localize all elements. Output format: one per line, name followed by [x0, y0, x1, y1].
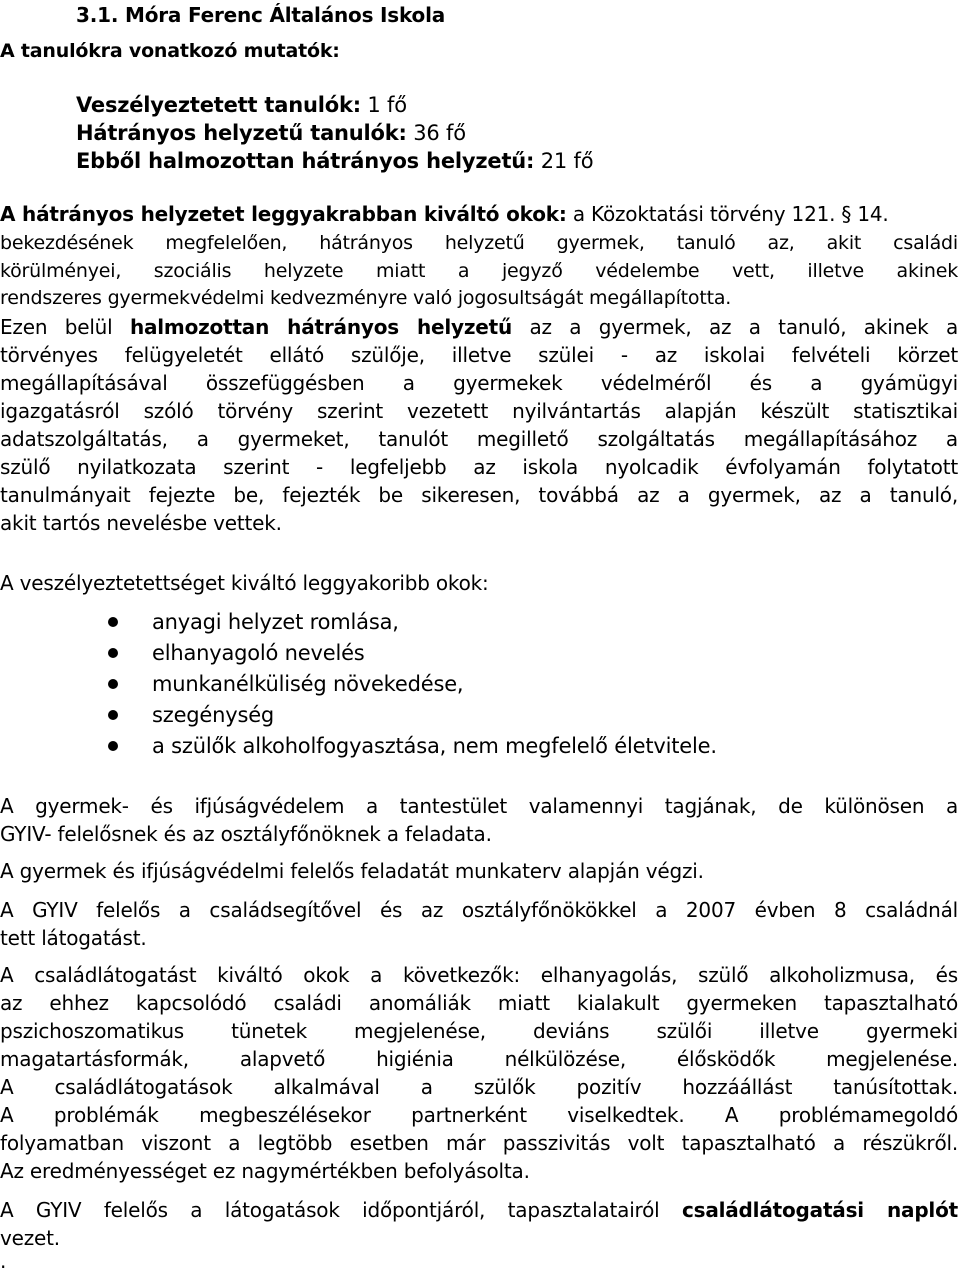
plan-paragraph: A gyermek és ifjúságvédelmi felelős feladatát munkaterv alapján végzi. — [0, 859, 704, 883]
reasons-line-1: A családlátogatást kiváltó okok a következők: elhanyagolás, szülő alkoholizmusa, és — [0, 963, 958, 987]
reasons-line-6: A problémák megbeszélésekor partnerként viselkedtek. A problémamegoldó — [0, 1103, 958, 1127]
causes-line5-post: az a gyermek, az a tanuló, akinek a — [512, 315, 959, 339]
causes-line-6: törvényes felügyeletét ellátó szülője, illetve szülei - az iskolai felvételi körzet — [0, 343, 958, 367]
log-line-1 — [0, 1197, 958, 1223]
visits-line-2: tett látogatást. — [0, 926, 147, 950]
risk-item: anyagi helyzet romlása, — [152, 610, 399, 634]
visits-line-1: A GYIV felelős a családsegítővel és az osztályfőnökökkel a 2007 évben 8 családnál — [0, 898, 958, 922]
reasons-line-5: A családlátogatások alkalmával a szülők pozitív hozzáállást tanúsítottak. — [0, 1075, 958, 1099]
reasons-line-3: pszichoszomatikus tünetek megjelenése, deviáns szülői illetve gyermeki — [0, 1019, 958, 1043]
indicator-at-risk — [76, 92, 960, 118]
causes-line-4: rendszeres gyermekvédelmi kedvezményre való jogosultságát megállapította. — [0, 287, 732, 309]
causes-line-7: megállapításával összefüggésben a gyermekek védelméről és a gyámügyi — [0, 371, 958, 395]
indicators-title: A tanulókra vonatkozó mutatók: — [0, 40, 340, 62]
causes-line-5 — [0, 314, 958, 340]
indicator-multiply-disadvantaged — [76, 148, 960, 174]
log-line1-pre: A GYIV felelős a látogatások időpontjáról, tapasztalatairól — [0, 1198, 682, 1222]
risk-intro: A veszélyeztetettséget kiváltó leggyakoribb okok: — [0, 571, 489, 595]
reasons-line-7: folyamatban viszont a legtöbb esetben már passzivitás volt tapasztalható a részükről. — [0, 1131, 958, 1155]
bullet-icon — [108, 679, 118, 689]
risk-item: elhanyagoló nevelés — [152, 641, 365, 665]
indicator-label: Hátrányos helyzetű tanulók: — [76, 121, 407, 145]
bullet-icon — [108, 617, 118, 627]
indicator-value: 36 fő — [406, 121, 466, 145]
log-line1-bold: családlátogatási naplót — [681, 1198, 958, 1222]
reasons-line-8: Az eredményességet ez nagymértékben befolyásolta. — [0, 1159, 530, 1183]
reasons-line-2: az ehhez kapcsolódó családi anomáliák miatt kialakult gyermeken tapasztalható — [0, 991, 958, 1015]
indicator-label: Ebből halmozottan hátrányos helyzetű: — [76, 149, 535, 173]
causes-line-11: tanulmányait fejezte be, fejezték be sikeresen, továbbá az a gyermek, az a tanuló, — [0, 483, 958, 507]
causes-line-10: szülő nyilatkozata szerint - legfeljebb az iskola nyolcadik évfolyamán folytatott — [0, 455, 958, 479]
bullet-icon — [108, 710, 118, 720]
causes-line5-pre: Ezen belül — [0, 315, 130, 339]
indicator-value: 1 fő — [360, 93, 407, 117]
bullet-icon — [108, 741, 118, 751]
causes-line-8: igazgatásról szóló törvény szerint vezetett nyilvántartás alapján készült statisztikai — [0, 399, 958, 423]
indicator-disadvantaged — [76, 120, 960, 146]
task-line-1: A gyermek- és ifjúságvédelem a tantestület valamennyi tagjának, de különösen a — [0, 794, 958, 818]
bullet-icon — [108, 648, 118, 658]
causes-line-2: bekezdésének megfelelően, hátrányos helyzetű gyermek, tanuló az, akit családi — [0, 232, 958, 254]
indicator-label: Veszélyeztetett tanulók: — [76, 93, 361, 117]
reasons-line-4: magatartásformák, alapvető higiénia nélkülözése, élősködők megjelenése. — [0, 1047, 958, 1071]
log-line-2: vezet. — [0, 1226, 60, 1250]
section-heading: 3.1. Móra Ferenc Általános Iskola — [76, 3, 446, 27]
risk-item: szegénység — [152, 703, 275, 727]
causes-line-3: körülményei, szociális helyzete miatt a jegyző védelembe vett, illetve akinek — [0, 260, 958, 282]
risk-item: a szülők alkoholfogyasztása, nem megfelelő életvitele. — [152, 734, 717, 758]
trailing-dot: . — [0, 1249, 7, 1273]
indicator-value: 21 fő — [534, 149, 594, 173]
task-line-2: GYIV- felelősnek és az osztályfőnöknek a feladata. — [0, 822, 492, 846]
causes-line5-bold: halmozottan hátrányos helyzetű — [129, 315, 513, 339]
causes-bold: A hátrányos helyzetet leggyakrabban kiváltó okok: — [0, 202, 567, 226]
causes-rest: a Közoktatási törvény 121. § 14. — [566, 202, 889, 226]
causes-line-12: akit tartós nevelésbe vettek. — [0, 511, 282, 535]
causes-line-1 — [0, 201, 958, 227]
risk-item: munkanélküliség növekedése, — [152, 672, 464, 696]
causes-line-9: adatszolgáltatás, a gyermeket, tanulót megillető szolgáltatás megállapításához a — [0, 427, 958, 451]
